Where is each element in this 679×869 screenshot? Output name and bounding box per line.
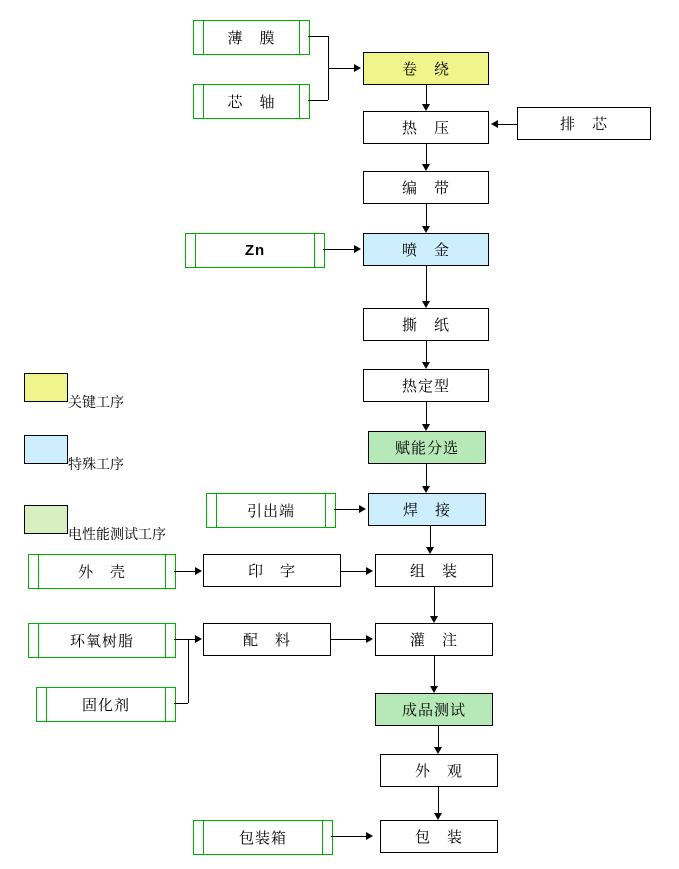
arrow-to-heatsetting bbox=[422, 362, 430, 369]
connector-lead-to-welding bbox=[334, 509, 360, 510]
connector-spraying-to-tearing bbox=[426, 266, 427, 301]
arrow-to-welding bbox=[422, 486, 430, 493]
material-node-epoxy-resin bbox=[28, 623, 176, 658]
process-node-printing: 印 字 bbox=[203, 554, 341, 587]
connector-hotpress-to-taping bbox=[426, 144, 427, 164]
process-node-hot-pressing: 热 压 bbox=[363, 111, 489, 144]
arrow-to-hotpress-left bbox=[491, 120, 498, 128]
material-node-lead-terminal bbox=[206, 493, 336, 528]
connector-sorting-to-welding bbox=[426, 464, 427, 486]
material-node-mandrel bbox=[193, 84, 310, 119]
connector-epoxy-to-merge bbox=[174, 639, 188, 640]
process-node-appearance: 外 观 bbox=[380, 754, 498, 787]
connector-tearing-to-heatsetting bbox=[426, 341, 427, 362]
connector-winding-to-hotpress bbox=[426, 85, 427, 104]
material-node-film bbox=[193, 20, 310, 55]
process-node-metal-spraying: 喷 金 bbox=[363, 233, 489, 266]
connector-welding-to-assembly bbox=[430, 526, 431, 547]
connector-shell-to-printing bbox=[174, 571, 195, 572]
legend-swatch-electrical-test bbox=[24, 505, 68, 534]
connector-mandrel-to-merge bbox=[308, 100, 328, 101]
arrow-to-compounding bbox=[195, 635, 202, 643]
legend-label-key-process: 关键工序 bbox=[68, 394, 124, 410]
material-node-curing-agent bbox=[36, 687, 176, 722]
material-label: 引出端 bbox=[246, 503, 295, 520]
material-label: 固化剂 bbox=[81, 697, 130, 714]
process-node-compounding: 配 料 bbox=[203, 623, 331, 656]
arrow-to-packaging-right bbox=[366, 832, 373, 840]
arrow-to-finaltest bbox=[430, 686, 438, 693]
process-node-potting: 灌 注 bbox=[375, 623, 493, 656]
material-node-packing-box bbox=[193, 820, 333, 855]
material-label: 芯 轴 bbox=[227, 94, 276, 111]
connector-corearrange-to-hotpress bbox=[498, 124, 517, 125]
arrow-to-spraying bbox=[422, 226, 430, 233]
process-node-heat-setting: 热定型 bbox=[363, 369, 489, 402]
connector-finaltest-to-appearance bbox=[438, 726, 439, 747]
process-node-packaging: 包 装 bbox=[380, 820, 498, 853]
process-node-core-arranging: 排 芯 bbox=[517, 107, 651, 140]
connector-film-to-merge bbox=[308, 36, 328, 37]
material-node-shell bbox=[28, 554, 176, 589]
legend-swatch-special-process bbox=[24, 435, 68, 464]
connector-assembly-to-potting bbox=[434, 587, 435, 616]
connector-merge-to-winding bbox=[328, 68, 355, 69]
arrow-to-welding-right bbox=[359, 505, 366, 513]
material-node-zn bbox=[185, 233, 325, 268]
material-label: 环氧树脂 bbox=[69, 633, 134, 650]
legend-label-special-process: 特殊工序 bbox=[68, 456, 124, 472]
process-node-energizing-sorting: 赋能分选 bbox=[368, 431, 486, 464]
arrow-to-packaging bbox=[434, 813, 442, 820]
process-node-winding: 卷 绕 bbox=[363, 52, 489, 85]
process-node-taping: 编 带 bbox=[363, 171, 489, 204]
process-node-paper-tearing: 撕 纸 bbox=[363, 308, 489, 341]
connector-resin-merge-vertical bbox=[188, 639, 189, 703]
material-label: 包装箱 bbox=[238, 830, 287, 847]
arrow-to-taping bbox=[422, 164, 430, 171]
connector-compounding-to-potting bbox=[331, 639, 367, 640]
arrow-to-printing bbox=[195, 567, 202, 575]
arrow-to-assembly-right bbox=[366, 567, 373, 575]
arrow-to-appearance bbox=[434, 747, 442, 754]
process-node-finished-product-test: 成品测试 bbox=[375, 693, 493, 726]
process-node-assembly: 组 装 bbox=[375, 554, 493, 587]
connector-zn-to-spraying bbox=[323, 249, 355, 250]
arrow-to-winding bbox=[354, 64, 361, 72]
connector-taping-to-spraying bbox=[426, 204, 427, 226]
material-label: 外 壳 bbox=[77, 564, 126, 581]
material-label: Zn bbox=[244, 242, 266, 259]
legend-swatch-key-process bbox=[24, 373, 68, 402]
legend-label-electrical-test: 电性能测试工序 bbox=[68, 526, 166, 542]
connector-merge-to-compounding bbox=[188, 639, 195, 640]
connector-potting-to-finaltest bbox=[434, 656, 435, 686]
arrow-to-potting bbox=[430, 616, 438, 623]
connector-heatsetting-to-sorting bbox=[426, 402, 427, 424]
connector-box-to-packaging bbox=[331, 836, 367, 837]
arrow-to-sorting bbox=[422, 424, 430, 431]
arrow-to-tearing bbox=[422, 301, 430, 308]
connector-printing-to-assembly bbox=[341, 571, 367, 572]
process-node-welding: 焊 接 bbox=[368, 493, 486, 526]
connector-appearance-to-packaging bbox=[438, 787, 439, 813]
material-label: 薄 膜 bbox=[227, 30, 276, 47]
connector-curing-to-merge bbox=[174, 703, 188, 704]
arrow-to-spraying-right bbox=[354, 245, 361, 253]
arrow-to-potting-right bbox=[366, 635, 373, 643]
arrow-to-hotpress bbox=[422, 104, 430, 111]
arrow-to-assembly bbox=[426, 547, 434, 554]
